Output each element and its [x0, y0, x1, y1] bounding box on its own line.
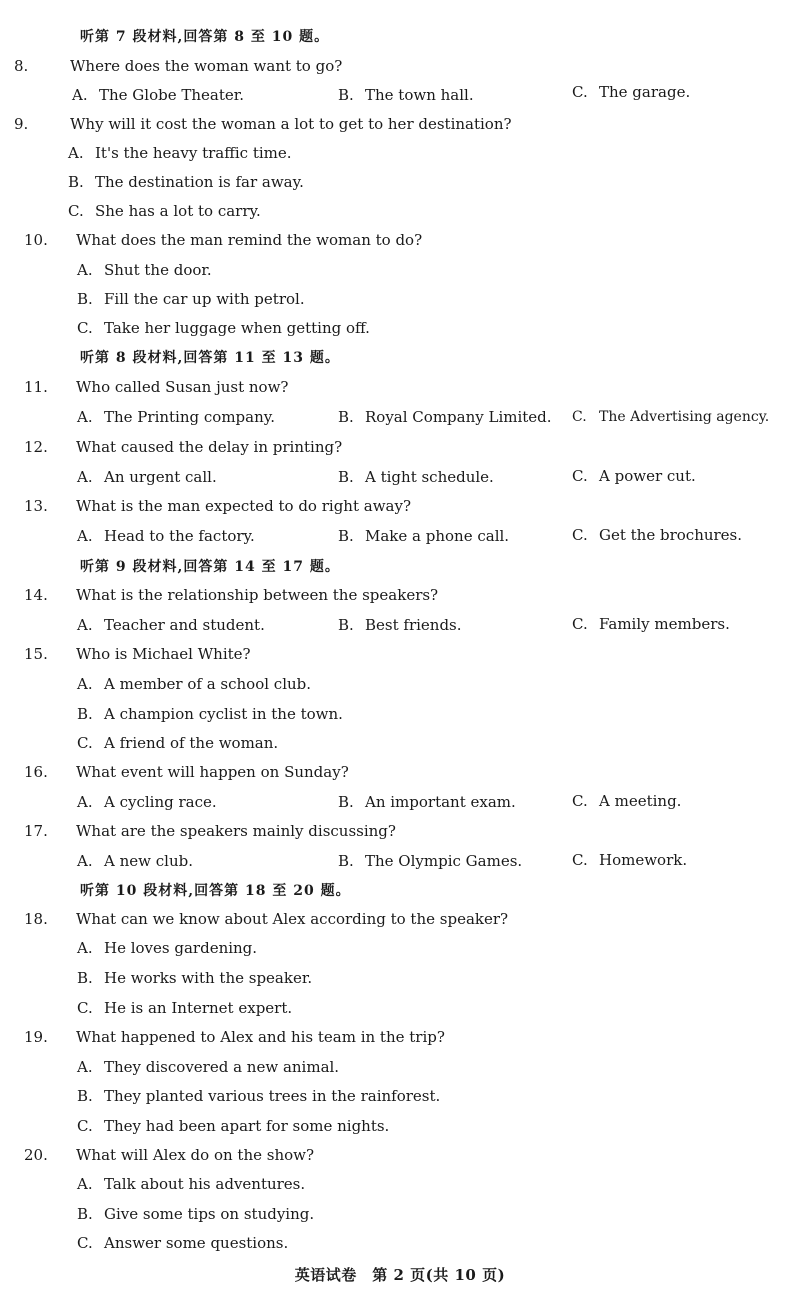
option-20a: A. Talk about his adventures. [77, 1175, 306, 1193]
option-19b: B. They planted various trees in the rainforest. [77, 1087, 441, 1105]
option-8c: C. The garage. [572, 83, 691, 101]
option-16b: B. An important exam. [338, 793, 516, 811]
option-16a: A. A cycling race. [77, 793, 217, 811]
section-heading-7: 听第 7 段材料,回答第 8 至 10 题。 [80, 29, 330, 45]
option-20c: C. Answer some questions. [77, 1234, 289, 1252]
question-text: Who is Michael White? [76, 645, 251, 663]
section-heading-8: 听第 8 段材料,回答第 11 至 13 题。 [80, 350, 340, 366]
option-10c: C. Take her luggage when getting off. [77, 319, 370, 337]
question-number: 19. [24, 1028, 48, 1046]
question-text: What does the man remind the woman to do? [76, 231, 423, 249]
question-text: What is the relationship between the speakers? [76, 586, 439, 604]
option-20b: B. Give some tips on studying. [77, 1205, 315, 1223]
option-8a: A. The Globe Theater. [72, 86, 245, 104]
option-17a: A. A new club. [77, 852, 193, 870]
option-12b: B. A tight schedule. [338, 468, 494, 486]
option-17c: C. Homework. [572, 851, 688, 869]
question-number: 8. [14, 57, 29, 75]
question-text: What are the speakers mainly discussing? [76, 822, 396, 840]
option-11a: A. The Printing company. [77, 408, 275, 426]
question-number: 15. [24, 645, 48, 663]
option-9a: A. It's the heavy traffic time. [68, 144, 292, 162]
question-number: 20. [24, 1146, 48, 1164]
option-19a: A. They discovered a new animal. [77, 1058, 340, 1076]
question-text: What is the man expected to do right away? [76, 497, 411, 515]
question-text: What happened to Alex and his team in the trip? [76, 1028, 445, 1046]
option-16c: C. A meeting. [572, 792, 682, 810]
question-number: 14. [24, 586, 48, 604]
section-heading-9: 听第 9 段材料,回答第 14 至 17 题。 [80, 559, 340, 575]
option-18c: C. He is an Internet expert. [77, 999, 293, 1017]
question-number: 10. [24, 231, 48, 249]
option-17b: B. The Olympic Games. [338, 852, 523, 870]
question-text: Why will it cost the woman a lot to get to her destination? [70, 115, 512, 133]
question-text: What will Alex do on the show? [76, 1146, 315, 1164]
question-number: 13. [24, 497, 48, 515]
option-14c: C. Family members. [572, 615, 730, 633]
question-number: 17. [24, 822, 48, 840]
option-11c: C. The Advertising agency. [572, 409, 770, 425]
option-10b: B. Fill the car up with petrol. [77, 290, 305, 308]
option-12c: C. A power cut. [572, 467, 696, 485]
option-18b: B. He works with the speaker. [77, 969, 313, 987]
option-10a: A. Shut the door. [77, 261, 212, 279]
question-text: Where does the woman want to go? [70, 57, 343, 75]
question-text: What can we know about Alex according to the speaker? [76, 910, 509, 928]
option-15c: C. A friend of the woman. [77, 734, 279, 752]
option-8b: B. The town hall. [338, 86, 474, 104]
option-15a: A. A member of a school club. [77, 675, 312, 693]
section-heading-10: 听第 10 段材料,回答第 18 至 20 题。 [80, 883, 351, 899]
question-number: 18. [24, 910, 48, 928]
option-13a: A. Head to the factory. [77, 527, 255, 545]
question-number: 9. [14, 115, 29, 133]
option-11b: B. Royal Company Limited. [338, 408, 552, 426]
question-text: Who called Susan just now? [76, 378, 289, 396]
option-12a: A. An urgent call. [77, 468, 217, 486]
option-15b: B. A champion cyclist in the town. [77, 705, 343, 723]
question-number: 11. [24, 378, 48, 396]
question-text: What event will happen on Sunday? [76, 763, 349, 781]
option-14b: B. Best friends. [338, 616, 462, 634]
option-19c: C. They had been apart for some nights. [77, 1117, 390, 1135]
page-footer: 英语试卷 第 2 页(共 10 页) [294, 1266, 506, 1284]
option-18a: A. He loves gardening. [77, 939, 258, 957]
option-9b: B. The destination is far away. [68, 173, 304, 191]
option-13b: B. Make a phone call. [338, 527, 510, 545]
question-number: 12. [24, 438, 48, 456]
option-14a: A. Teacher and student. [77, 616, 265, 634]
question-number: 16. [24, 763, 48, 781]
question-text: What caused the delay in printing? [76, 438, 343, 456]
option-13c: C. Get the brochures. [572, 526, 743, 544]
option-9c: C. She has a lot to carry. [68, 202, 261, 220]
